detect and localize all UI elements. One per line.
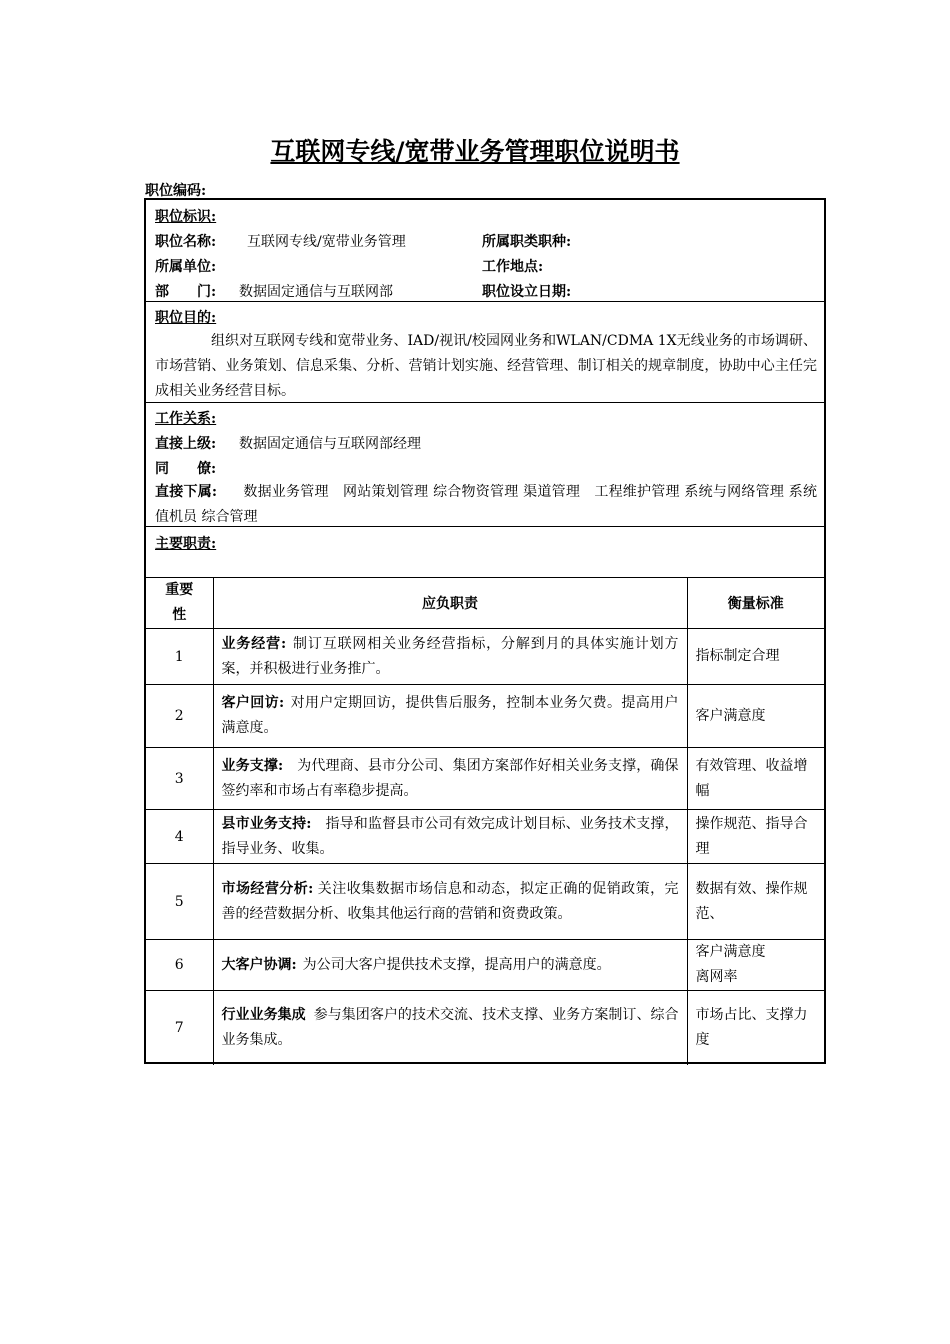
table-row	[146, 940, 824, 991]
duty-text: 参与集团客户的技术交流、技术支撑、业务方案制订、综合业务集成。	[221, 1006, 679, 1048]
row-number: 1	[146, 629, 213, 685]
position-name-value: 互联网专线/宽带业务管理	[247, 234, 406, 250]
purpose-text: 组织对互联网专线和宽带业务、IAD/视讯/校园网业务和WLAN/CDMA 1X无线业务的市场调研、市场营销、业务策划、信息采集、分析、营销计划实施、经营管理、制订相关的规章制度，协助中心主任完成相关业务经营目标。	[155, 333, 817, 399]
peer-label: 同 僚:	[155, 461, 217, 477]
row-number: 2	[146, 685, 213, 748]
table-row	[146, 991, 824, 1065]
duty-title: 业务经营:	[221, 635, 287, 652]
duty-standard: 市场占比、支撑力度	[687, 991, 824, 1065]
duty-title: 业务支撑:	[221, 757, 284, 774]
duty-title: 客户回访:	[221, 695, 285, 711]
duty-description	[213, 864, 687, 940]
job-category-label: 所属职类职种:	[482, 234, 572, 250]
duty-text: 为公司大客户提供技术支撑，提高用户的满意度。	[302, 956, 611, 973]
table-row	[146, 685, 824, 748]
duty-description	[213, 940, 687, 991]
duties-section-label: 主要职责:	[155, 536, 217, 552]
document-title: 互联网专线/宽带业务管理职位说明书	[270, 137, 680, 166]
duty-description	[213, 685, 687, 748]
department-label: 部 门:	[155, 284, 217, 300]
table-row	[146, 810, 824, 864]
duty-table	[146, 577, 824, 1065]
superior-value: 数据固定通信与互联网部经理	[239, 436, 421, 452]
duty-standard: 客户满意度	[687, 685, 824, 748]
subordinate-label: 直接下属:	[155, 484, 218, 500]
row-number: 5	[146, 864, 213, 940]
establish-date-label: 职位设立日期:	[482, 284, 572, 300]
duty-text: 关注收集数据市场信息和动态，拟定正确的促销政策，完善的经营数据分析、收集其他运行商的营销和资费政策。	[221, 880, 679, 922]
row-number: 7	[146, 991, 213, 1065]
duty-text: 指导和监督县市公司有效完成计划目标、业务技术支撑，指导业务、收集。	[221, 815, 679, 857]
relations-section	[146, 403, 824, 527]
table-row	[146, 864, 824, 940]
identity-section	[146, 200, 824, 302]
duty-text: 为代理商、县市分公司、集团方案部作好相关业务支撑，确保签约率和市场占有率稳步提高。	[221, 757, 679, 799]
duty-standard: 操作规范、指导合理	[687, 810, 824, 864]
row-number: 3	[146, 748, 213, 810]
duty-standard: 数据有效、操作规范、	[687, 864, 824, 940]
row-number: 6	[146, 940, 213, 991]
duty-standard: 指标制定合理	[687, 629, 824, 685]
position-name-label: 职位名称:	[155, 234, 217, 250]
purpose-section-label: 职位目的:	[155, 310, 217, 326]
superior-label: 直接上级:	[155, 436, 217, 452]
subordinate-block	[155, 480, 817, 530]
unit-label: 所属单位:	[155, 259, 217, 275]
duty-description	[213, 629, 687, 685]
table-row	[146, 629, 824, 685]
row-number: 4	[146, 810, 213, 864]
header-standard: 衡量标准	[687, 578, 824, 629]
duty-title: 大客户协调:	[221, 956, 297, 973]
job-description-frame	[144, 198, 826, 1064]
relations-section-label: 工作关系:	[155, 411, 217, 427]
duty-text: 对用户定期回访，提供售后服务，控制本业务欠费。提高用户满意度。	[221, 695, 679, 736]
duty-standard: 有效管理、收益增幅	[687, 748, 824, 810]
position-code-label: 职位编码:	[145, 183, 207, 199]
work-location-label: 工作地点:	[482, 259, 544, 275]
header-responsibility: 应负职责	[213, 578, 687, 629]
subordinate-value: 数据业务管理 网站策划管理 综合物资管理 渠道管理 工程维护管理 系统与网络管理 系统值机员 综合管理	[155, 484, 817, 525]
department-value: 数据固定通信与互联网部	[239, 284, 393, 300]
table-row	[146, 748, 824, 810]
duty-title: 行业业务集成	[221, 1006, 306, 1023]
duty-description	[213, 810, 687, 864]
duty-description	[213, 991, 687, 1065]
identity-section-label: 职位标识:	[155, 209, 217, 225]
header-importance: 重要性	[146, 578, 213, 629]
duty-description	[213, 748, 687, 810]
purpose-section	[146, 302, 824, 403]
duty-title: 市场经营分析:	[221, 880, 314, 897]
duty-standard: 客户满意度 离网率	[687, 940, 824, 991]
duty-text: 制订互联网相关业务经营指标，分解到月的具体实施计划方案，并积极进行业务推广。	[221, 635, 679, 677]
duty-title: 县市业务支持:	[221, 815, 312, 832]
duty-table-header	[146, 578, 824, 629]
